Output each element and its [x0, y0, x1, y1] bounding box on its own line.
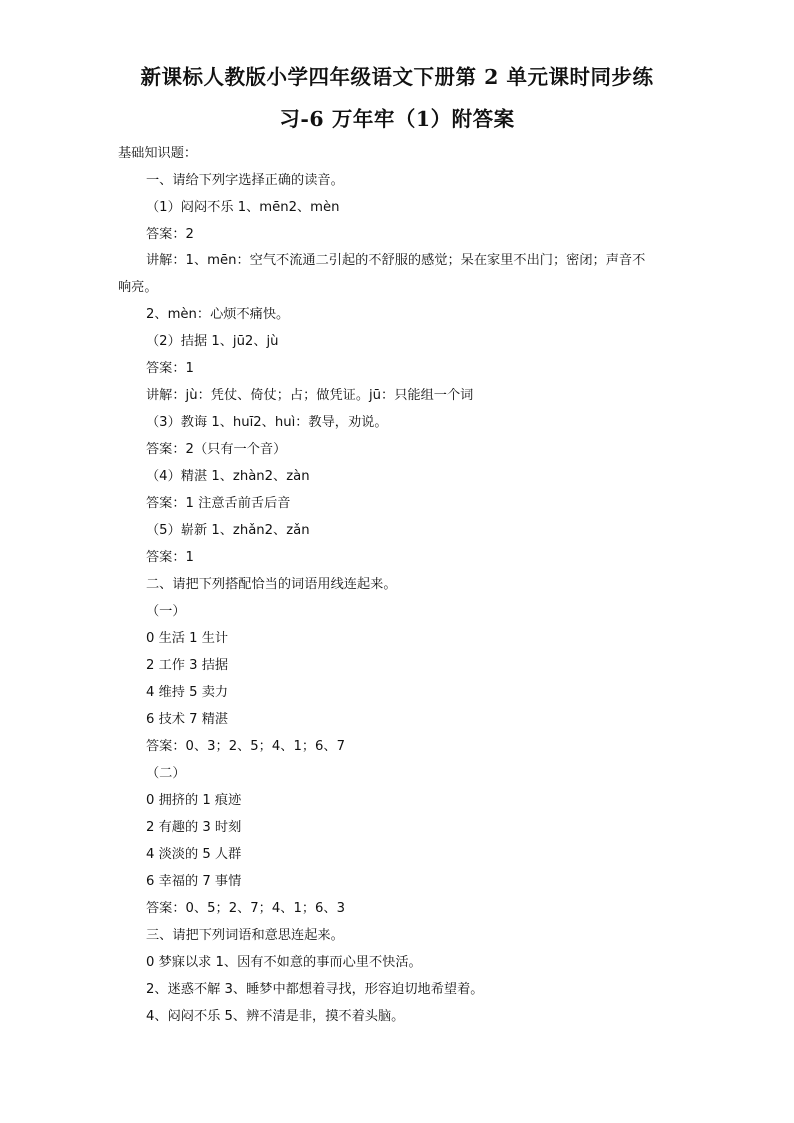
text-line: （2）拮据 1、jū2、jù	[146, 334, 279, 349]
text-line: 基础知识题：	[118, 146, 198, 161]
text-line: （5）崭新 1、zhǎn2、zǎn	[146, 523, 310, 538]
text-line: 答案：2（只有一个音）	[146, 442, 287, 457]
text-line: （4）精湛 1、zhàn2、zàn	[146, 469, 310, 484]
text-line: 2 工作 3 拮据	[146, 658, 229, 673]
text-line: 答案：0、5；2、7；4、1；6、3	[146, 901, 345, 916]
text-line: 0 生活 1 生计	[146, 631, 229, 646]
text-line: 4、闷闷不乐 5、辨不清是非，摸不着头脑。	[146, 1009, 405, 1024]
text-line: 0 梦寐以求 1、因有不如意的事而心里不快活。	[146, 955, 422, 970]
text-line: 6 技术 7 精湛	[146, 712, 229, 727]
text-line: （一）	[146, 604, 186, 619]
text-line: 三、请把下列词语和意思连起来。	[146, 928, 344, 943]
text-line: 一、请给下列字选择正确的读音。	[146, 173, 344, 188]
text-line: 2 有趣的 3 时刻	[146, 820, 242, 835]
text-line: 答案：1	[146, 550, 194, 565]
text-line: 讲解：1、mēn：空气不流通二引起的不舒服的感觉；呆在家里不出门；密闭；声音不	[146, 253, 646, 268]
text-line: 0 拥挤的 1 痕迹	[146, 793, 242, 808]
text-line: 6 幸福的 7 事情	[146, 874, 242, 889]
text-line: 4 淡淡的 5 人群	[146, 847, 242, 862]
text-line: 讲解：jù：凭仗、倚仗；占；做凭证。jū：只能组一个词	[146, 388, 474, 403]
text-line: 4 维持 5 卖力	[146, 685, 229, 700]
text-line: 答案：2	[146, 227, 194, 242]
text-line: （二）	[146, 766, 186, 781]
text-line: 答案：0、3；2、5；4、1；6、7	[146, 739, 345, 754]
text-line: （1）闷闷不乐 1、mēn2、mèn	[146, 200, 340, 215]
doc-title-line-1: 新课标人教版小学四年级语文下册第 2 单元课时同步练	[140, 65, 654, 89]
text-line: 二、请把下列搭配恰当的词语用线连起来。	[146, 577, 397, 592]
text-line: 答案：1	[146, 361, 194, 376]
text-line: 2、mèn：心烦不痛快。	[146, 307, 290, 322]
text-line: 答案：1 注意舌前舌后音	[146, 496, 291, 511]
text-line: （3）教诲 1、huī2、huì：教导，劝说。	[146, 415, 388, 430]
text-line: 2、迷惑不解 3、睡梦中都想着寻找，形容迫切地希望着。	[146, 982, 484, 997]
text-line: 响亮。	[118, 280, 158, 295]
doc-title-line-2: 习-6 万年牢（1）附答案	[279, 107, 515, 131]
